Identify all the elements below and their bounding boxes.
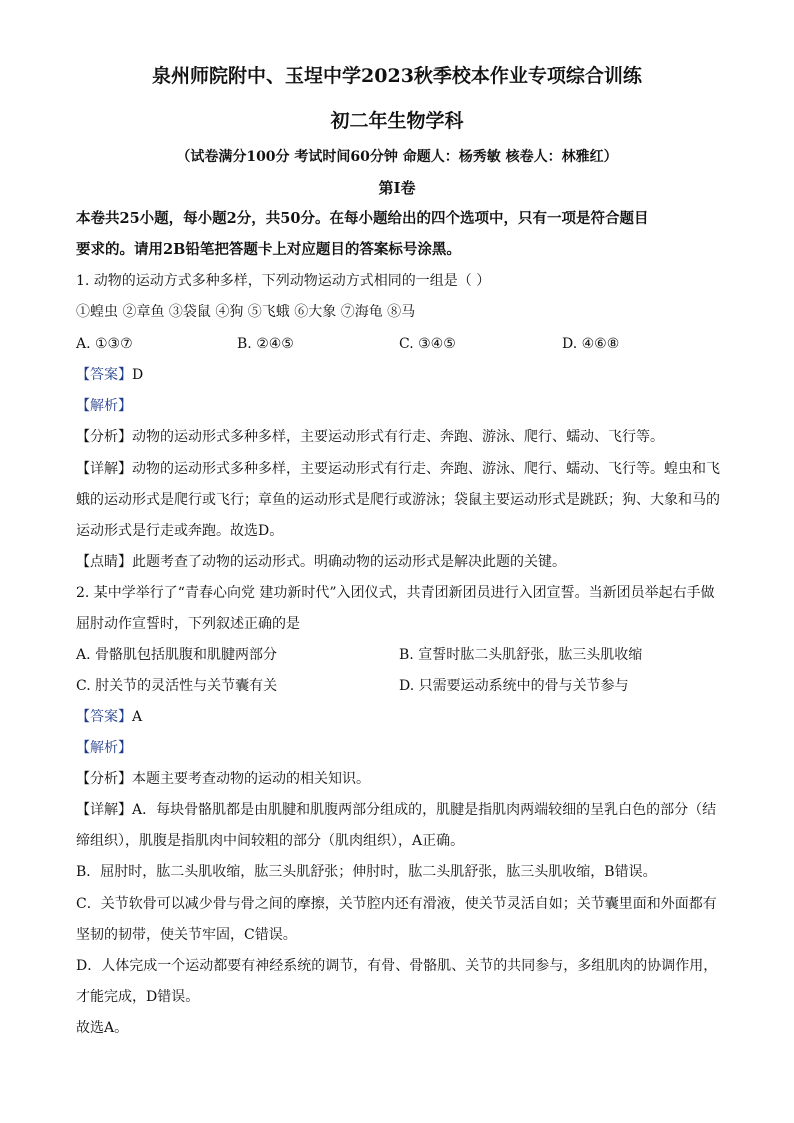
fenxi-text: 动物的运动形式多种多样，主要运动形式有行走、奔跑、游泳、爬行、蠕动、飞行等。 <box>132 429 664 445</box>
q1-fenxi <box>76 427 664 447</box>
instructions-line-1: 本卷共25小题，每小题2分，共50分。在每小题给出的四个选项中，只有一项是符合题目 <box>76 210 649 227</box>
q1-analysis-tag: 【解析】 <box>76 398 132 414</box>
q2-xiangjie-a-line-1 <box>76 800 716 820</box>
q2-option-b: B. 宣誓时肱二头肌舒张，肱三头肌收缩 <box>399 647 643 663</box>
section-heading: 第Ⅰ卷 <box>378 179 416 197</box>
q2-option-d: D. 只需要运动系统中的骨与关节参与 <box>399 678 629 694</box>
q2-analysis-tag: 【解析】 <box>76 740 132 756</box>
q1-option-c: C. ③④⑤ <box>399 336 456 352</box>
document-subtitle: 初二年生物学科 <box>330 110 464 132</box>
xiangjie-text: 动物的运动形式多种多样，主要运动形式有行走、奔跑、游泳、爬行、蠕动、飞行等。蝗虫和飞 <box>132 461 720 477</box>
q2-xiangjie-b: B．屈肘时，肱二头肌收缩，肱三头肌舒张；伸肘时，肱二头肌舒张，肱三头肌收缩，B错误。 <box>76 864 657 880</box>
q1-option-d: D. ④⑥⑧ <box>562 336 620 352</box>
q1-xiangjie-line-1 <box>76 459 720 479</box>
q2-xiangjie-d-line-1: D．人体完成一个运动都要有神经系统的调节，有骨、骨骼肌、关节的共同参与，多组肌肉的协调作用， <box>76 958 718 974</box>
q1-stem: 1. 动物的运动方式多种多样，下列动物运动方式相同的一组是（ ） <box>76 273 491 289</box>
fenxi-text: 本题主要考查动物的运动的相关知识。 <box>132 771 370 787</box>
q2-xiangjie-c-line-2: 坚韧的韧带，使关节牢固，C错误。 <box>76 927 297 943</box>
q2-xiangjie-c-line-1: C．关节软骨可以减少骨与骨之间的摩擦，关节腔内还有滑液，使关节灵活自如；关节囊里面和外面都有 <box>76 896 717 912</box>
answer-tag: 【答案】 <box>76 367 132 383</box>
answer-value: D <box>132 367 144 383</box>
q1-xiangjie-line-2: 蛾的运动形式是爬行或飞行；章鱼的运动形式是爬行或游泳；袋鼠主要运动形式是跳跃；狗、大象和马的 <box>76 492 720 508</box>
dianjing-text: 此题考查了动物的运动形式。明确动物的运动形式是解决此题的关键。 <box>132 554 566 570</box>
q2-fenxi <box>76 769 370 789</box>
answer-tag: 【答案】 <box>76 709 132 725</box>
q2-option-a: A. 骨骼肌包括肌腹和肌腱两部分 <box>76 647 278 663</box>
q1-answer <box>76 365 143 385</box>
q2-stem-line-2: 屈肘动作宣誓时，下列叙述正确的是 <box>76 616 300 632</box>
q2-answer <box>76 707 142 727</box>
fenxi-tag: 【分析】 <box>76 429 132 445</box>
xiangjie-text: A．每块骨骼肌都是由肌腱和肌腹两部分组成的，肌腱是指肌肉两端较细的呈乳白色的部分（结 <box>132 802 717 818</box>
q1-dianjing <box>76 552 566 572</box>
q1-xiangjie-line-3: 运动形式是行走或奔跑。故选D。 <box>76 523 284 539</box>
q2-stem-line-1: 2. 某中学举行了“青春心向党 建功新时代”入团仪式，共青团新团员进行入团宣誓。当新团员举起右手做 <box>76 585 715 601</box>
dianjing-tag: 【点睛】 <box>76 554 132 570</box>
xiangjie-tag: 【详解】 <box>76 461 132 477</box>
q1-option-a: A. ①③⑦ <box>76 336 133 352</box>
instructions-line-2: 要求的。请用2B铅笔把答题卡上对应题目的答案标号涂黑。 <box>76 241 461 258</box>
q2-xiangjie-a-line-2: 缔组织），肌腹是指肌肉中间较粗的部分（肌肉组织），A正确。 <box>76 833 465 849</box>
xiangjie-tag: 【详解】 <box>76 802 132 818</box>
q2-xiangjie-d-line-2: 才能完成，D错误。 <box>76 989 200 1005</box>
exam-info: （试卷满分100分 考试时间60分钟 命题人：杨秀敏 核卷人：林雅红） <box>176 149 618 165</box>
q2-conclusion: 故选A。 <box>76 1020 129 1036</box>
answer-value: A <box>132 709 143 725</box>
document-title: 泉州师院附中、玉埕中学2023秋季校本作业专项综合训练 <box>152 65 642 87</box>
q1-option-b: B. ②④⑤ <box>237 336 294 352</box>
q1-items: ①蝗虫 ②章鱼 ③袋鼠 ④狗 ⑤飞蛾 ⑥大象 ⑦海龟 ⑧马 <box>76 304 416 320</box>
fenxi-tag: 【分析】 <box>76 771 132 787</box>
q2-option-c: C. 肘关节的灵活性与关节囊有关 <box>76 678 278 694</box>
